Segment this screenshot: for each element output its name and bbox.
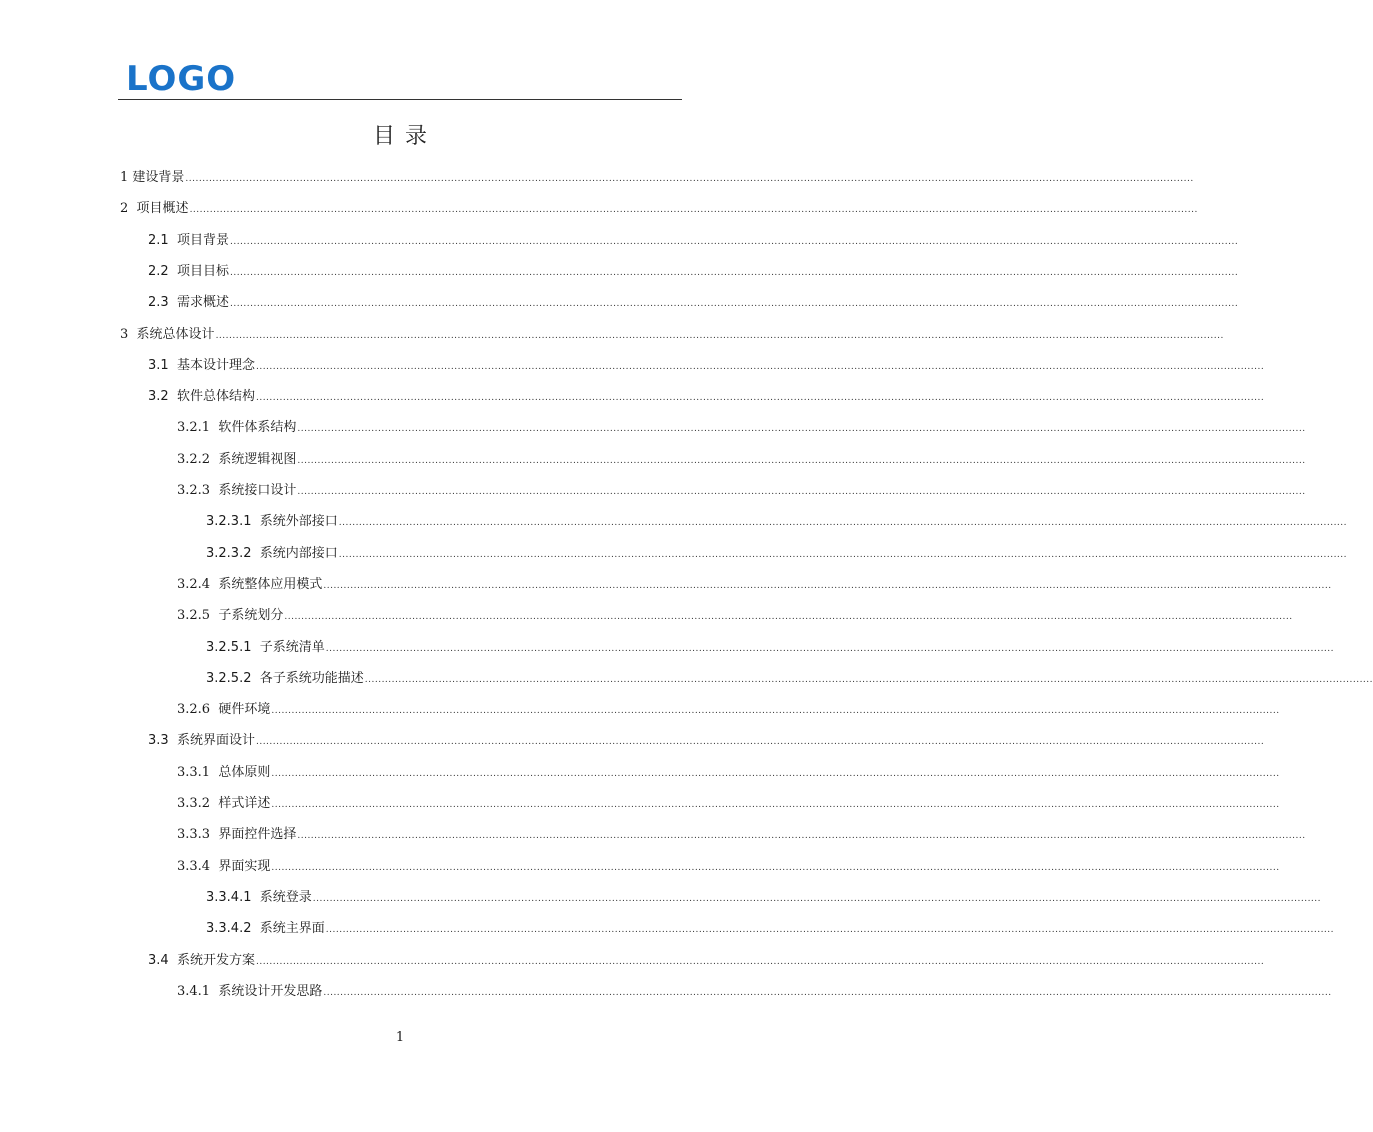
toc-entry-label: 样式详述: [218, 796, 271, 811]
toc-dot-leader: ............................................................................................................................................................................................................................................................................................................: [338, 549, 1348, 560]
company-logo: LOGO: [126, 59, 237, 99]
toc-entry-number: 3.3.4.2: [206, 921, 260, 937]
toc-dot-leader: ............................................................................................................................................................................................................................................................................................................: [271, 862, 1280, 873]
toc-entry-number: 3.2.5: [177, 608, 219, 624]
toc-entry[interactable]: [206, 888, 1322, 908]
header-divider: [118, 99, 682, 100]
toc-entry[interactable]: [206, 669, 1373, 689]
toc-entry[interactable]: [206, 919, 1335, 939]
toc-entry-number: 3.3: [148, 733, 177, 749]
toc-entry-number: 3.2.4: [177, 576, 219, 592]
toc-entry-label: 总体原则: [218, 764, 271, 780]
toc-entry-label: 需求概述: [176, 295, 229, 311]
toc-entry-label: 界面控件选择: [218, 827, 297, 843]
toc-entry-label: 硬件环境: [218, 702, 271, 718]
toc-dot-leader: ............................................................................................................................................................................................................................................................................................................: [325, 643, 1335, 654]
toc-entry-label: 项目目标: [176, 263, 229, 279]
toc-dot-leader: ............................................................................................................................................................................................................................................................................................................: [364, 674, 1373, 685]
toc-entry-number: 2.2: [148, 263, 177, 279]
toc-dot-leader: ............................................................................................................................................................................................................................................................................................................: [325, 925, 1335, 936]
toc-entry-number: 3.4: [148, 952, 177, 968]
toc-entry[interactable]: [177, 450, 1306, 470]
toc-entry[interactable]: [177, 481, 1306, 501]
toc-dot-leader: ............................................................................................................................................................................................................................................................................................................: [284, 612, 1293, 623]
toc-dot-leader: ............................................................................................................................................................................................................................................................................................................: [271, 768, 1280, 779]
toc-entry-label: 软件总体结构: [176, 389, 255, 405]
toc-entry-number: 1: [120, 170, 133, 185]
toc-entry-number: 3.3.1: [177, 764, 219, 780]
toc-entry[interactable]: [206, 512, 1348, 532]
toc-entry-label: 项目概述: [136, 201, 189, 217]
toc-dot-leader: ............................................................................................................................................................................................................................................................................................................: [255, 393, 1265, 404]
toc-entry[interactable]: [177, 575, 1332, 595]
toc-entry[interactable]: [148, 356, 1265, 376]
toc-entry-label: 基本设计理念: [176, 357, 255, 373]
toc-entry-label: 系统开发方案: [176, 952, 255, 968]
toc-dot-leader: ............................................................................................................................................................................................................................................................................................................: [271, 800, 1280, 810]
toc-entry-label: 项目背景: [176, 232, 229, 248]
toc-entry-label: 建设背景: [132, 170, 185, 185]
toc-dot-leader: ............................................................................................................................................................................................................................................................................................................: [297, 455, 1306, 466]
toc-entry-number: 3.1: [148, 357, 177, 373]
toc-entry-label: 系统整体应用模式: [218, 576, 323, 592]
toc-entry-number: 3.2.1: [177, 420, 219, 436]
toc-entry[interactable]: [177, 763, 1280, 783]
toc-dot-leader: ............................................................................................................................................................................................................................................................................................................: [297, 487, 1306, 497]
toc-entry-number: 3.4.1: [177, 983, 219, 999]
toc-entry[interactable]: [177, 418, 1306, 438]
toc-entry-label: 界面实现: [218, 858, 271, 874]
toc-entry[interactable]: [206, 638, 1335, 658]
toc-entry[interactable]: [148, 293, 1239, 313]
toc-entry[interactable]: [177, 606, 1293, 626]
toc-entry-number: 3.2: [148, 389, 177, 405]
toc-dot-leader: ............................................................................................................................................................................................................................................................................................................: [297, 424, 1306, 435]
toc-entry-label: 系统主界面: [259, 921, 325, 937]
toc-entry-number: 3.2.3.1: [206, 514, 260, 530]
toc-entry-number: 3.3.2: [177, 796, 219, 811]
toc-entry-number: 3.2.6: [177, 702, 219, 718]
toc-entry[interactable]: [148, 731, 1265, 751]
toc-dot-leader: ............................................................................................................................................................................................................................................................................................................: [229, 267, 1239, 278]
toc-entry[interactable]: [148, 262, 1239, 282]
toc-entry-number: 3.2.5.1: [206, 639, 260, 655]
toc-entry-label: 系统登录: [259, 889, 312, 905]
toc-entry-number: 3.3.3: [177, 827, 219, 843]
toc-entry-label: 系统设计开发思路: [218, 983, 323, 999]
toc-entry[interactable]: [120, 199, 1198, 219]
toc-entry-number: 3.2.3.2: [206, 545, 260, 561]
toc-entry-number: 3.3.4.1: [206, 889, 260, 905]
toc-dot-leader: ............................................................................................................................................................................................................................................................................................................: [255, 737, 1265, 748]
toc-dot-leader: ............................................................................................................................................................................................................................................................................................................: [189, 205, 1198, 216]
toc-entry-label: 子系统清单: [259, 639, 325, 655]
toc-entry-label: 系统内部接口: [259, 545, 338, 561]
toc-entry[interactable]: [120, 168, 1194, 188]
toc-entry-number: 2.3: [148, 295, 177, 311]
toc-entry[interactable]: [177, 700, 1280, 720]
toc-entry-label: 各子系统功能描述: [259, 670, 364, 686]
toc-entry-number: 3: [120, 326, 137, 342]
toc-entry-number: 2.1: [148, 232, 177, 248]
toc-dot-leader: ............................................................................................................................................................................................................................................................................................................: [338, 518, 1348, 529]
page-number: 1: [395, 1030, 405, 1045]
toc-entry[interactable]: [177, 825, 1306, 845]
toc-dot-leader: ............................................................................................................................................................................................................................................................................................................: [312, 893, 1322, 904]
toc-dot-leader: ............................................................................................................................................................................................................................................................................................................: [271, 706, 1280, 717]
toc-entry[interactable]: [148, 231, 1239, 251]
toc-entry-label: 系统外部接口: [259, 514, 338, 530]
toc-entry-label: 软件体系结构: [218, 420, 297, 436]
toc-dot-leader: ............................................................................................................................................................................................................................................................................................................: [297, 831, 1306, 842]
toc-entry-number: 3.2.2: [177, 451, 219, 467]
toc-dot-leader: ............................................................................................................................................................................................................................................................................................................: [323, 580, 1332, 591]
toc-title: 目录: [372, 124, 437, 149]
toc-dot-leader: ............................................................................................................................................................................................................................................................................................................: [323, 987, 1332, 998]
toc-entry-label: 子系统划分: [218, 608, 284, 624]
toc-dot-leader: ............................................................................................................................................................................................................................................................................................................: [229, 299, 1239, 310]
toc-entry[interactable]: [120, 325, 1224, 345]
toc-entry-number: 2: [120, 201, 137, 217]
toc-entry-number: 3.3.4: [177, 858, 219, 874]
toc-entry[interactable]: [148, 951, 1265, 971]
toc-dot-leader: ............................................................................................................................................................................................................................................................................................................: [185, 174, 1194, 184]
toc-entry[interactable]: [177, 857, 1280, 877]
toc-entry-label: 系统总体设计: [136, 326, 215, 342]
toc-entry[interactable]: [148, 387, 1265, 407]
toc-entry-label: 系统接口设计: [218, 483, 297, 498]
toc-entry[interactable]: [206, 544, 1348, 564]
toc-entry-label: 系统界面设计: [176, 733, 255, 749]
toc-entry[interactable]: [177, 982, 1332, 1002]
toc-dot-leader: ............................................................................................................................................................................................................................................................................................................: [215, 330, 1224, 341]
toc-entry[interactable]: [177, 794, 1280, 814]
toc-entry-number: 3.2.5.2: [206, 670, 260, 686]
toc-entry-label: 系统逻辑视图: [218, 451, 297, 467]
toc-dot-leader: ............................................................................................................................................................................................................................................................................................................: [255, 361, 1265, 372]
toc-dot-leader: ............................................................................................................................................................................................................................................................................................................: [229, 236, 1239, 247]
toc-entry-number: 3.2.3: [177, 483, 219, 498]
toc-dot-leader: ............................................................................................................................................................................................................................................................................................................: [255, 956, 1265, 967]
